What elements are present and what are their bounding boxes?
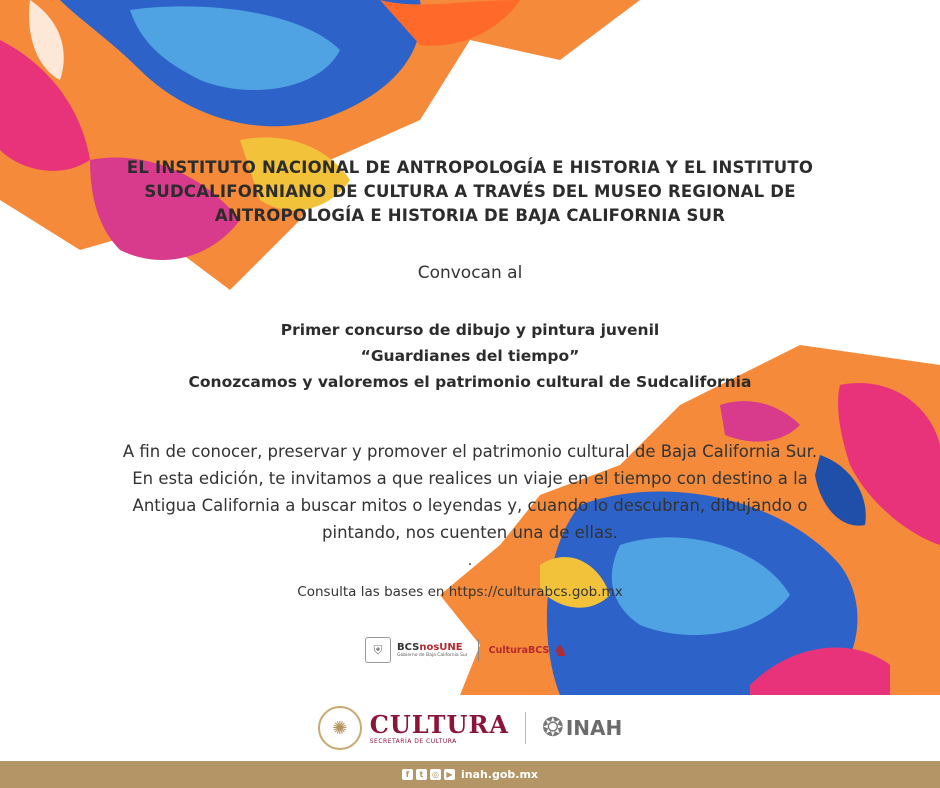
mexico-seal-icon: ✺ (318, 706, 362, 750)
cultura-wordmark: CULTURA (369, 709, 510, 739)
facebook-icon[interactable]: f (402, 769, 413, 780)
headline-line-1: EL INSTITUTO NACIONAL DE ANTROPOLOGÍA E HISTORIA Y EL INSTITUTO (126, 158, 814, 177)
headline-line-2: SUDCALIFORNIANO DE CULTURA A TRAVÉS DEL MUSEO REGIONAL DE (144, 182, 796, 201)
youtube-icon[interactable]: ▶ (444, 769, 455, 780)
separator-dot: . (467, 553, 473, 569)
footer-bar (0, 761, 940, 788)
footer-url[interactable]: inah.gob.mx (460, 768, 539, 781)
contest-line-3: Conozcamos y valoremos el patrimonio cultural de Sudcalifornia (188, 373, 752, 391)
cultura-logo (318, 706, 509, 750)
body-paragraph (90, 438, 850, 546)
bcs-nosune-logo (397, 642, 468, 659)
body-line-1: A fin de conocer, preservar y promover el patrimonio cultural de Baja California Sur. (122, 442, 818, 461)
institution-logos (0, 700, 940, 756)
cultura-bcs-logo: CulturaBCS (488, 644, 550, 656)
contest-line-1: Primer concurso de dibujo y pintura juvenil (280, 321, 660, 339)
body-line-2: En esta edición, te invitamos a que realices un viaje en el tiempo con destino a la (132, 469, 808, 488)
logo-divider (478, 639, 479, 661)
social-icons (402, 769, 455, 780)
contest-title (0, 317, 940, 395)
convocan-text: Convocan al (417, 263, 523, 283)
inah-emblem-icon: ❂ (542, 713, 564, 743)
contest-line-2: “Guardianes del tiempo” (360, 347, 580, 365)
partner-logos (365, 636, 568, 664)
headline-line-3: ANTROPOLOGÍA E HISTORIA DE BAJA CALIFORNIA SUR (214, 206, 726, 225)
inah-wordmark: INAH (565, 716, 623, 740)
cultura-bcs-icon: ♞ (553, 640, 568, 660)
twitter-icon[interactable]: t (416, 769, 427, 780)
bcs-subtitle: Gobierno de Baja California Sur (397, 652, 468, 658)
body-line-3: Antigua California a buscar mitos o leyendas y, cuando lo descubran, dibujando o (132, 496, 808, 515)
instagram-icon[interactable]: ◎ (430, 769, 441, 780)
consulta-link-text[interactable]: Consulta las bases en https://culturabcs.gob.mx (297, 584, 623, 600)
headline (60, 156, 880, 228)
inah-logo (542, 713, 622, 743)
logo-divider-bottom (525, 712, 526, 744)
body-line-4: pintando, nos cuenten una de ellas. (322, 523, 618, 542)
bcs-seal-icon: ⛨ (365, 637, 391, 663)
painting-top-left (0, 0, 640, 290)
bcs-text: BCS (397, 641, 420, 653)
cultura-subtitle: SECRETARÍA DE CULTURA (369, 737, 457, 745)
nosune-text: nosUNE (419, 641, 463, 653)
